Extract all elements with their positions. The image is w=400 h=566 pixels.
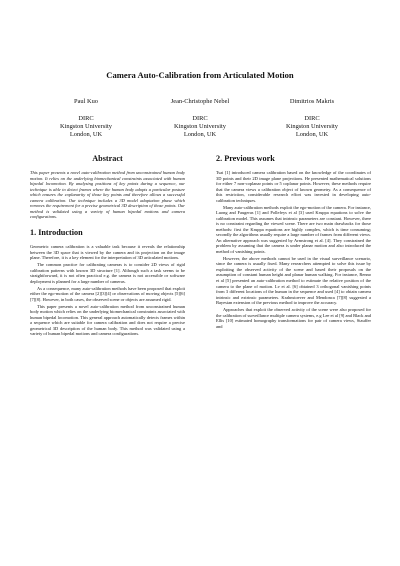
author-block — [38, 98, 362, 148]
paragraph: Many auto-calibration methods exploit the ego-motion of the camera. For instance, Luong and Faugeras [1] and Pollefeys et al [3] used Kruppa equations to solve the calibration model. This assumes that intrinsic parameters are constant. However, there is no constraint regarding the viewed scene. There are two main drawbacks for those methods: first the Kruppa equations are highly complex, which is time consuming; secondly the algorithms usually require a large number of frames from different views. An alternative approach was suggested by Armstrong et al. [4]. They constrained the problem by assuming that the camera is under planar motion and also introduced the method of vanishing points. — [216, 204, 371, 254]
author-name: Jean-Christophe Nebel — [170, 98, 230, 105]
author-city: London, UK — [295, 131, 329, 138]
introduction-heading: 1. Introduction — [30, 228, 83, 238]
paragraph: However, the above methods cannot be used in the visual surveillance scenario, since the camera is usually fixed. Many researchers attempted to solve this issue by exploiting the observed activity of the scene and based their proposals on the assumption of constant human height and planar human walking. For instance, Renno et al [5] presented an auto-calibration method to estimate the relative position of the camera to the plane of motion. Lv et al. [6] obtained 3 orthogonal vanishing points from 3 different locations of the human in the sequence and used [4] to obtain camera intrinsic and extrinsic parameters. Krahnstoever and Mendonca [7][8] suggested a Bayesian extension of the previous method to improve the accuracy. — [216, 255, 371, 306]
right-column — [216, 154, 371, 331]
paragraph: This paper presents a novel auto-calibration method from unconstrained human body motion which relies on the underlying biomechanical constraints associated with human bipedal locomotion. This general approach automatically detects frames within a sequence which are suitable for camera calibration and does not require a precise geometrical 3D description of the human body. This method was validated using a variety of human bipedal motions and camera configurations. — [30, 303, 185, 337]
abstract-text: This paper presents a novel auto-calibration method from unconstrained human body motion. It relies on the underlying biomechanical constraints associated with human bipedal locomotion. By analysing positions of key points during a sequence, our technique is able to detect frames where the human body adopts a particular posture which ensures the coplanarity of those key points and therefore allows a successful camera calibration. Our technique includes a 3D model adaptation phase which removes the requirement for a precise geometrical 3D description of those points. Our method is validated using a variety of human bipedal motions and camera configurations. — [30, 170, 185, 220]
author-name: Paul Kuo — [74, 98, 98, 105]
author-university: Kingston University — [173, 123, 226, 130]
author-dept: DIRC — [304, 115, 320, 122]
previous-work-section — [216, 154, 371, 329]
previous-work-heading: 2. Previous work — [216, 154, 275, 163]
author-dept: DIRC — [78, 115, 94, 122]
author-2 — [140, 98, 260, 139]
author-dept: DIRC — [192, 115, 208, 122]
author-university: Kingston University — [59, 123, 112, 130]
author-name: Dimitrios Makris — [289, 98, 335, 105]
paragraph: Tsai [1] introduced camera calibration based on the knowledge of the coordinates of 3D points and their 2D image plane projections. He presented mathematical solutions for either 7 non-coplanar points or 5 coplanar points. However, these methods require that the camera views a calibration object of known geometry. As a consequence of this restriction, considerable research effort was invested in developing auto-calibration techniques. — [216, 170, 371, 203]
paragraph: Geometric camera calibration is a valuable task because it reveals the relationship between the 3D space that is viewed by the camera and its projection on the image plane. Therefore, it is a key element for the interpretation of 3D articulated motions. — [30, 244, 185, 261]
abstract-section — [30, 154, 185, 220]
author-city: London, UK — [69, 131, 103, 138]
paragraph: The common practice for calibrating cameras is to consider 2D views of rigid calibration patterns with known 3D structure [1]. Although such a task seems to be straightforward, it is not often practical e.g. the camera is not accessible or software deployment is planned for a large number of cameras. — [30, 262, 185, 284]
paragraph: As a consequence, many auto-calibration methods have been proposed that exploit either the ego-motion of the camera [2][3][4] or observations of moving objects [5][6][7][8]. However, in both cases, the observed scene or objects are assumed rigid. — [30, 285, 185, 302]
author-city: London, UK — [183, 131, 217, 138]
left-column — [30, 154, 185, 338]
paragraph: Approaches that exploit the observed activity of the scene were also proposed for the calibration of surveillance multiple camera systems, e.g Lee et al [9] and Black and Ellis [10] estimated homography transformations for pair of camera views, Stauffer and — [216, 307, 371, 329]
abstract-heading: Abstract — [92, 154, 123, 163]
paper-title: Camera Auto-Calibration from Articulated Motion — [106, 70, 294, 80]
author-university: Kingston University — [285, 123, 338, 130]
introduction-section — [30, 228, 185, 337]
author-3 — [252, 98, 372, 139]
author-1 — [26, 98, 146, 139]
